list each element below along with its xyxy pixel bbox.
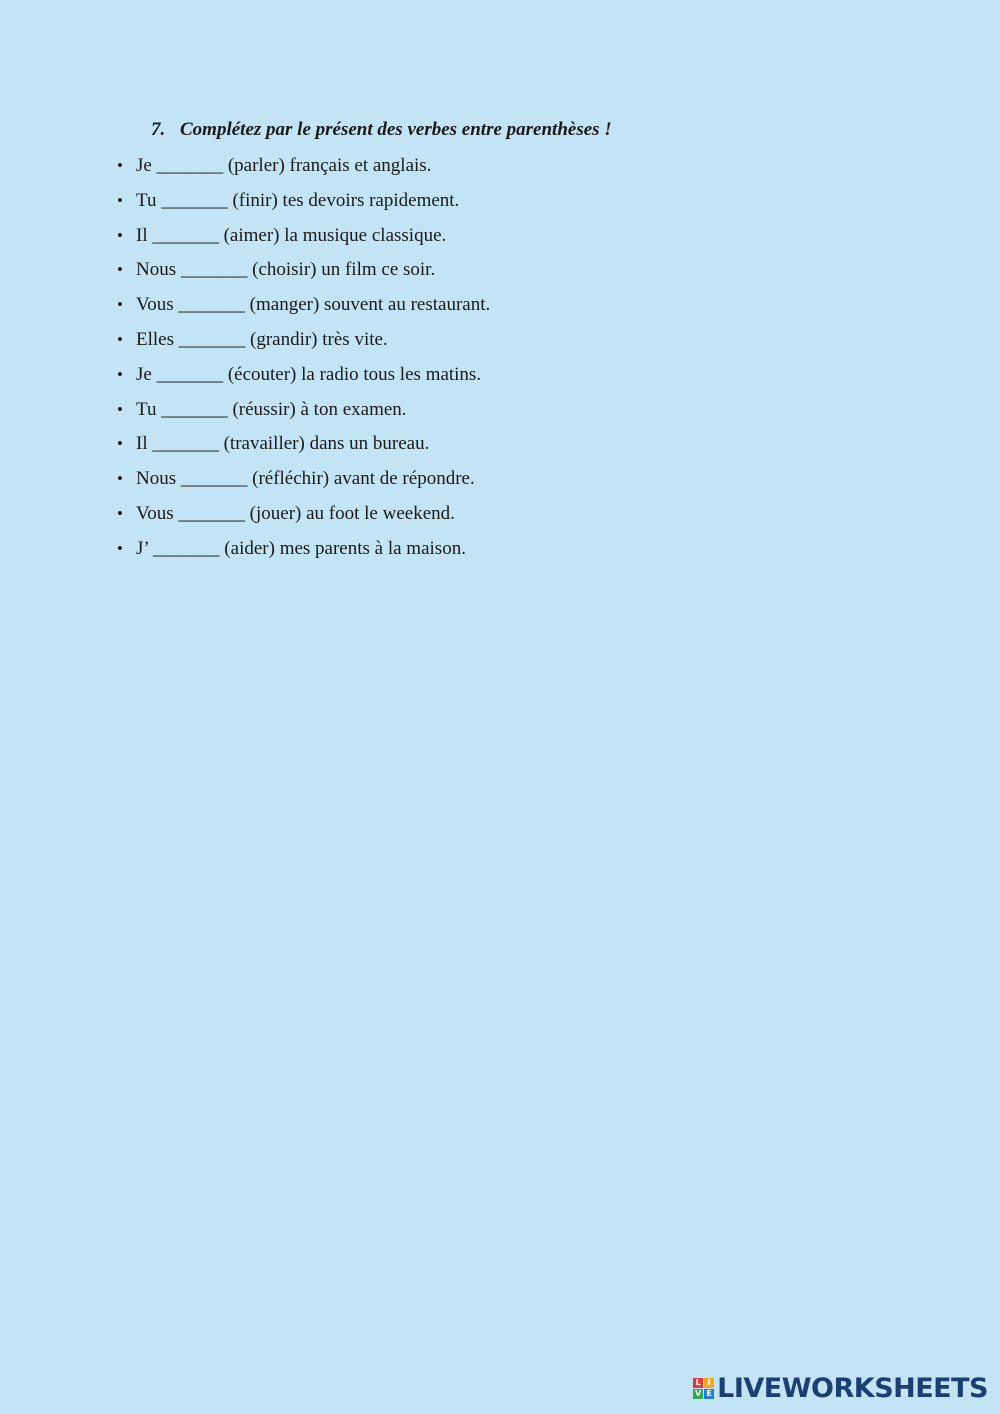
mark-letter-i: I: [704, 1378, 714, 1388]
item-text: Il _______ (aimer) la musique classique.: [136, 224, 447, 246]
list-item: [117, 362, 490, 397]
item-text: J’ _______ (aider) mes parents à la maison.: [136, 537, 466, 559]
item-text: Je _______ (écouter) la radio tous les matins.: [136, 363, 482, 385]
exercise-instruction: Complétez par le présent des verbes entre parenthèses !: [180, 119, 612, 140]
list-item: [117, 153, 490, 188]
liveworksheets-logo: [693, 1373, 988, 1403]
item-text: Je _______ (parler) français et anglais.: [136, 155, 432, 176]
item-text: Il _______ (travailler) dans un bureau.: [136, 433, 430, 455]
list-item: [117, 188, 490, 223]
bullet-icon: •: [117, 295, 123, 315]
exercise-title: [151, 119, 612, 141]
item-text: Nous _______ (choisir) un film ce soir.: [136, 259, 436, 281]
list-item: [117, 466, 490, 501]
bullet-icon: •: [117, 469, 123, 489]
liveworksheets-wordmark: LIVEWORKSHEETS: [717, 1372, 988, 1404]
list-item: [117, 431, 490, 466]
list-item: [117, 292, 490, 327]
list-item: [117, 536, 490, 571]
bullet-icon: •: [117, 399, 123, 419]
item-text: Nous _______ (réfléchir) avant de répondre.: [136, 468, 475, 490]
item-text: Tu _______ (finir) tes devoirs rapidement.: [136, 189, 460, 211]
item-text: Vous _______ (jouer) au foot le weekend.: [136, 502, 455, 524]
bullet-icon: •: [117, 190, 123, 210]
bullet-icon: •: [117, 225, 123, 245]
bullet-icon: •: [117, 503, 123, 523]
bullet-icon: •: [117, 260, 123, 280]
list-item: [117, 397, 490, 432]
item-text: Elles _______ (grandir) très vite.: [136, 328, 388, 350]
list-item: [117, 501, 490, 536]
mark-letter-l: L: [693, 1378, 703, 1388]
bullet-icon: •: [117, 364, 123, 384]
mark-letter-v: V: [695, 1388, 702, 1398]
list-item: [117, 327, 490, 362]
bullet-icon: •: [117, 156, 123, 175]
bullet-icon: •: [117, 434, 123, 454]
list-item: [117, 257, 490, 292]
item-text: Tu _______ (réussir) à ton examen.: [136, 398, 407, 420]
item-text: Vous _______ (manger) souvent au restaurant.: [136, 294, 491, 316]
exercise-item-list: [117, 153, 490, 571]
list-item: [117, 223, 490, 258]
bullet-icon: •: [117, 329, 123, 349]
exercise-number: 7.: [151, 119, 166, 140]
mark-letter-e: E: [704, 1389, 714, 1399]
liveworksheets-mark-icon: [693, 1378, 714, 1399]
bullet-icon: •: [117, 538, 123, 558]
